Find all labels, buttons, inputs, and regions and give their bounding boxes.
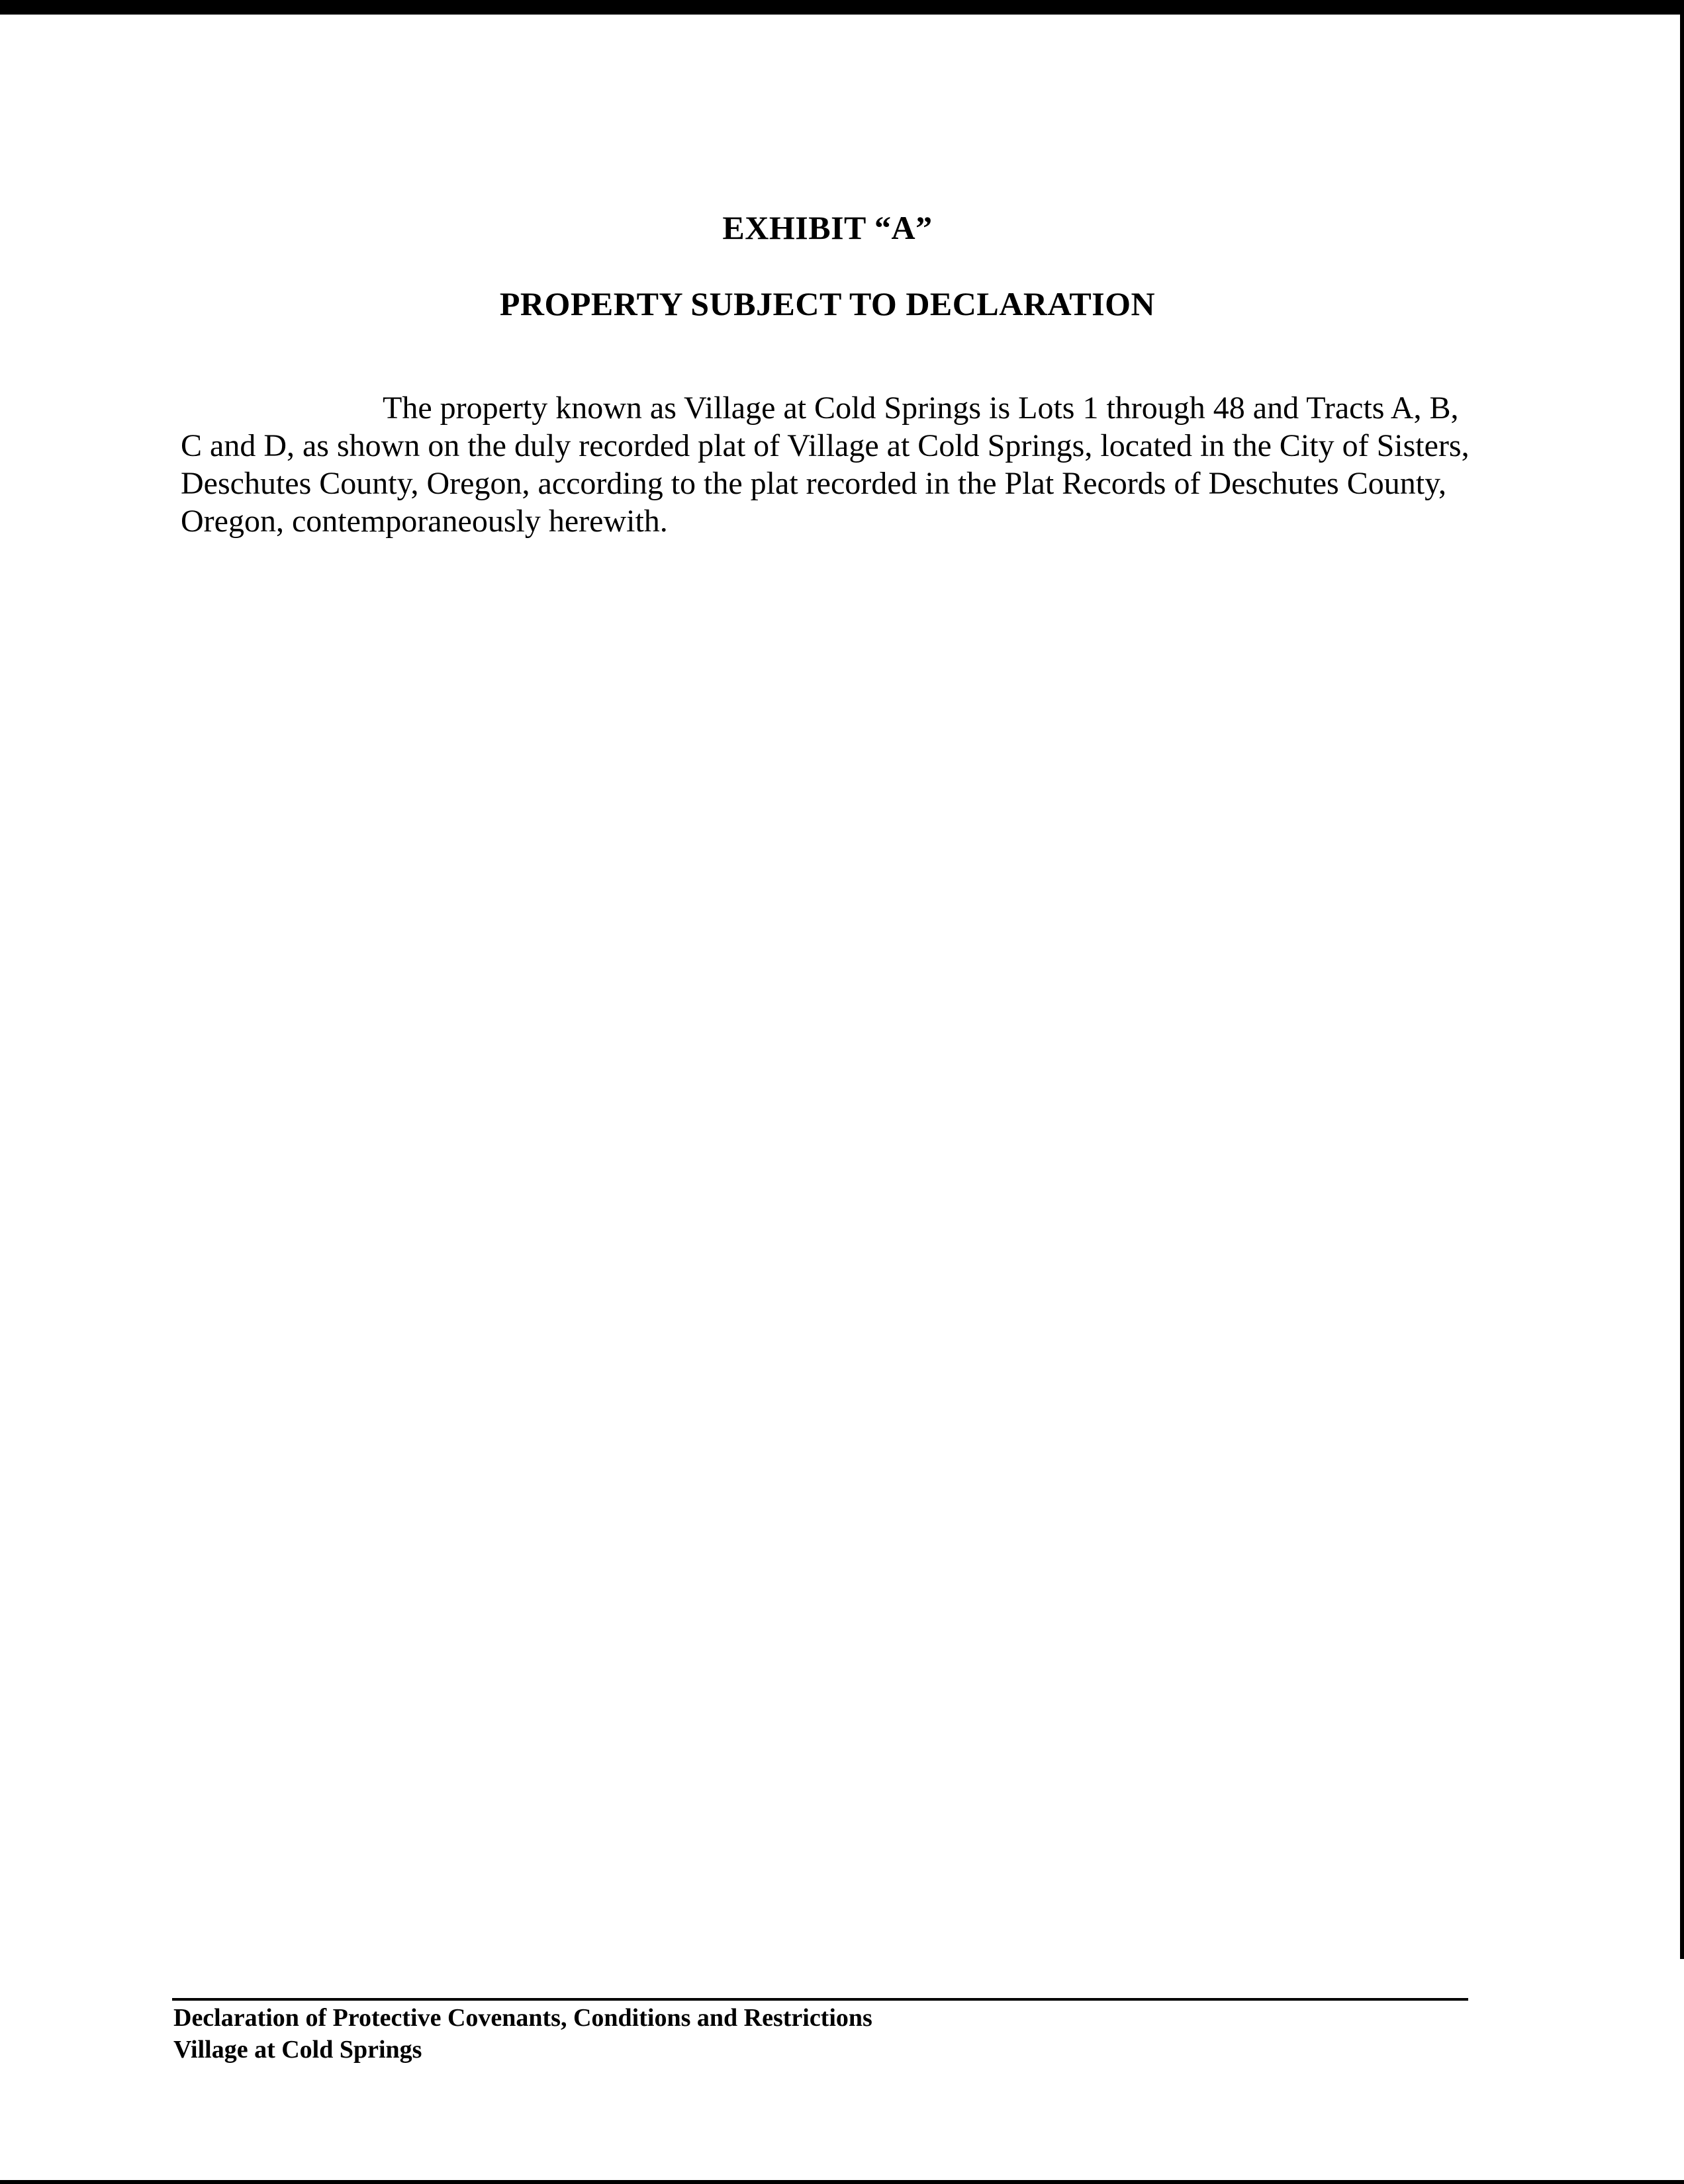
scan-border-right xyxy=(1680,0,1684,1959)
footer-divider xyxy=(172,1998,1468,2001)
property-description-paragraph: The property known as Village at Cold Springs is Lots 1 through 48 and Tracts A, B, C and D, as shown on the duly recorded plat of Village at Cold Springs, located in the City of Sisters, Deschutes County, Oregon, according to the plat recorded in the Plat Records of Deschutes County, Oregon, contemporaneously herewith. xyxy=(181,390,1470,539)
footer-document-name: Declaration of Protective Covenants, Conditions and Restrictions xyxy=(173,2004,872,2032)
document-title: PROPERTY SUBJECT TO DECLARATION xyxy=(499,285,1156,322)
exhibit-heading: EXHIBIT “A” xyxy=(722,209,933,246)
scan-border-bottom xyxy=(0,2180,1684,2184)
scan-border-top xyxy=(0,0,1684,15)
footer-project-name: Village at Cold Springs xyxy=(173,2036,422,2064)
